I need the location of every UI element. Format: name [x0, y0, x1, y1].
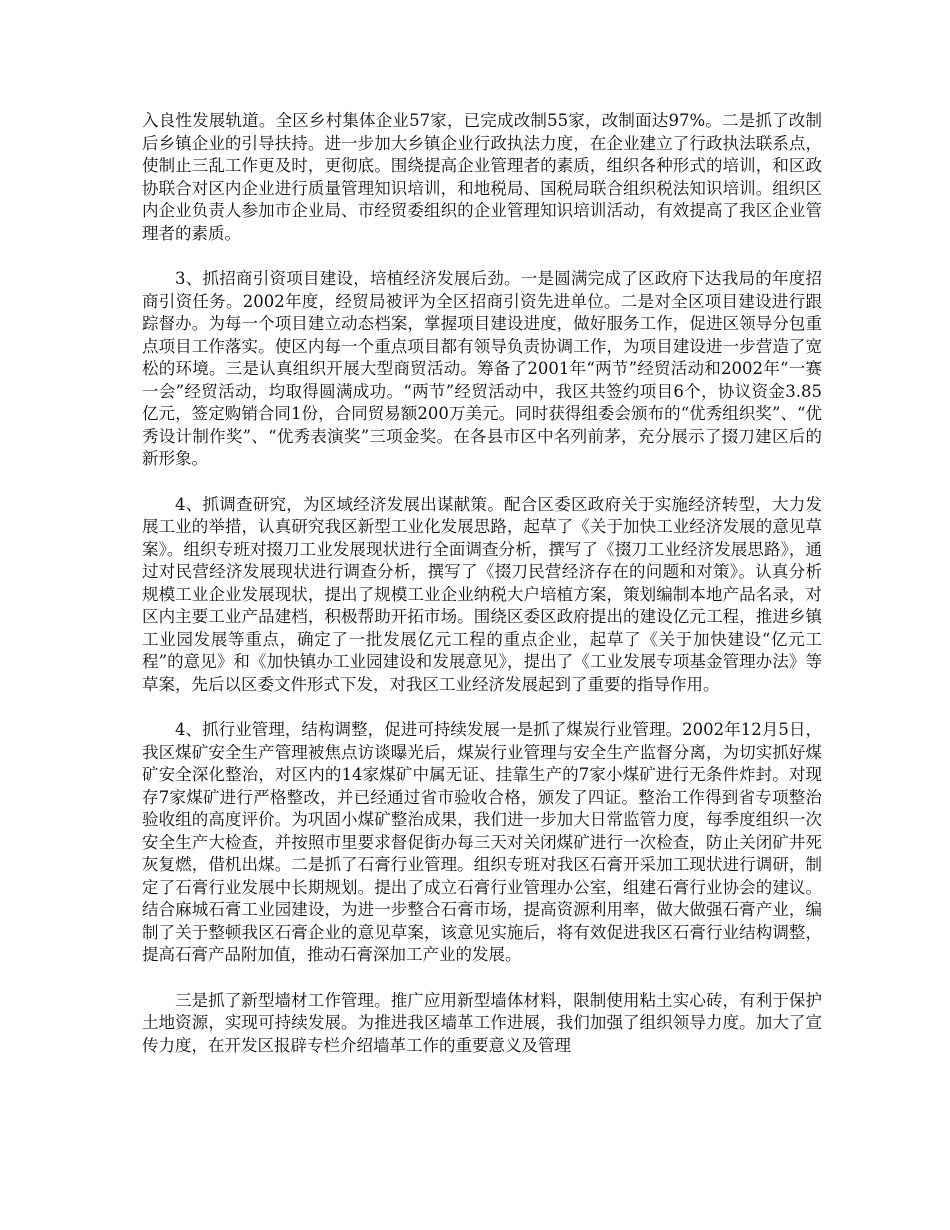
paragraph-research: 4、抓调查研究，为区域经济发展出谋献策。配合区委区政府关于实施经济转型，大力发展工业的举措，认真研究我区新型工业化发展思路，起草了《关于加快工业经济发展的意见草案》。组织专班对掇刀工业发展现状进行全面调查分析，撰写了《掇刀工业经济发展思路》，通过对民营经济发展现状进行调查分析，撰写了《掇刀民营经济存在的问题和对策》。认真分析规模工业企业发展现状，提出了规模工业企业纳税大户培植方案，策划编制本地产品名录，对区内主要工业产品建档，积极帮助开拓市场。围绕区委区政府提出的建设亿元工程，推进乡镇工业园发展等重点，确定了一批发展亿元工程的重点企业，起草了《关于加快建设“亿元工程”的意见》和《加快镇办工业园建设和发展意见》，提出了《工业发展专项基金管理办法》等草案，先后以区委文件形式下发，对我区工业经济发展起到了重要的指导作用。	[142, 494, 822, 694]
paragraph-enterprise-reform: 入良性发展轨道。全区乡村集体企业57家，已完成改制55家，改制面达97%。二是抓了改制后乡镇企业的引导扶持。进一步加大乡镇企业行政执法力度，在企业建立了行政执法联系点，使制止三乱工作更及时，更彻底。围绕提高企业管理者的素质，组织各种形式的培训，和区政协联合对区内企业进行质量管理知识培训，和地税局、国税局联合组织税法知识培训。组织区内企业负责人参加市企业局、市经贸委组织的企业管理知识培训活动，有效提高了我区企业管理者的素质。	[142, 111, 822, 243]
paragraph-industry-management: 4、抓行业管理，结构调整，促进可持续发展一是抓了煤炭行业管理。2002年12月5日，我区煤矿安全生产管理被焦点访谈曝光后，煤炭行业管理与安全生产监督分离，为切实抓好煤矿安全深化整治，对区内的14家煤矿中属无证、挂靠生产的7家小煤矿进行无条件炸封。对现存7家煤矿进行严格整改，并已经通过省市验收合格，颁发了四证。整治工作得到省专项整治验收组的高度评价。为巩固小煤矿整治成果，我们进一步加大日常监管力度，每季度组织一次安全生产大检查，并按照市里要求督促街办每三天对关闭煤矿进行一次检查，防止关闭矿井死灰复燃，借机出煤。二是抓了石膏行业管理。组织专班对我区石膏开采加工现状进行调研，制定了石膏行业发展中长期规划。提出了成立石膏行业管理办公室，组建石膏行业协会的建议。结合麻城石膏工业园建设，为进一步整合石膏市场，提高资源利用率，做大做强石膏产业，编制了关于整顿我区石膏企业的意见草案，该意见实施后，将有效促进我区石膏行业结构调整，提高石膏产品附加值，推动石膏深加工产业的发展。	[142, 720, 822, 964]
paragraph-investment-projects: 3、抓招商引资项目建设，培植经济发展后劲。一是圆满完成了区政府下达我局的年度招商引资任务。2002年度，经贸局被评为全区招商引资先进单位。二是对全区项目建设进行跟踪督办。为每一个项目建立动态档案，掌握项目建设进度，做好服务工作，促进区领导分包重点项目工作落实。使区内每一个重点项目都有领导负责协调工作，为项目建设进一步营造了宽松的环境。三是认真组织开展大型商贸活动。筹备了2001年“两节”经贸活动和2002年“一赛一会”经贸活动，均取得圆满成功。“两节”经贸活动中，我区共签约项目6个，协议资金3.85亿元，签定购销合同1份，合同贸易额200万美元。同时获得组委会颁布的“优秀组织奖”、“优秀设计制作奖”、“优秀表演奖”三项金奖。在各县市区中名列前茅，充分展示了掇刀建区后的新形象。	[142, 269, 822, 468]
document-page	[142, 110, 822, 1057]
paragraph-wall-materials: 三是抓了新型墙材工作管理。推广应用新型墙体材料，限制使用粘土实心砖，有利于保护土地资源，实现可持续发展。为推进我区墙革工作进展，我们加强了组织领导力度。加大了宣传力度，在开发区报辟专栏介绍墙革工作的重要意义及管理	[142, 990, 822, 1055]
